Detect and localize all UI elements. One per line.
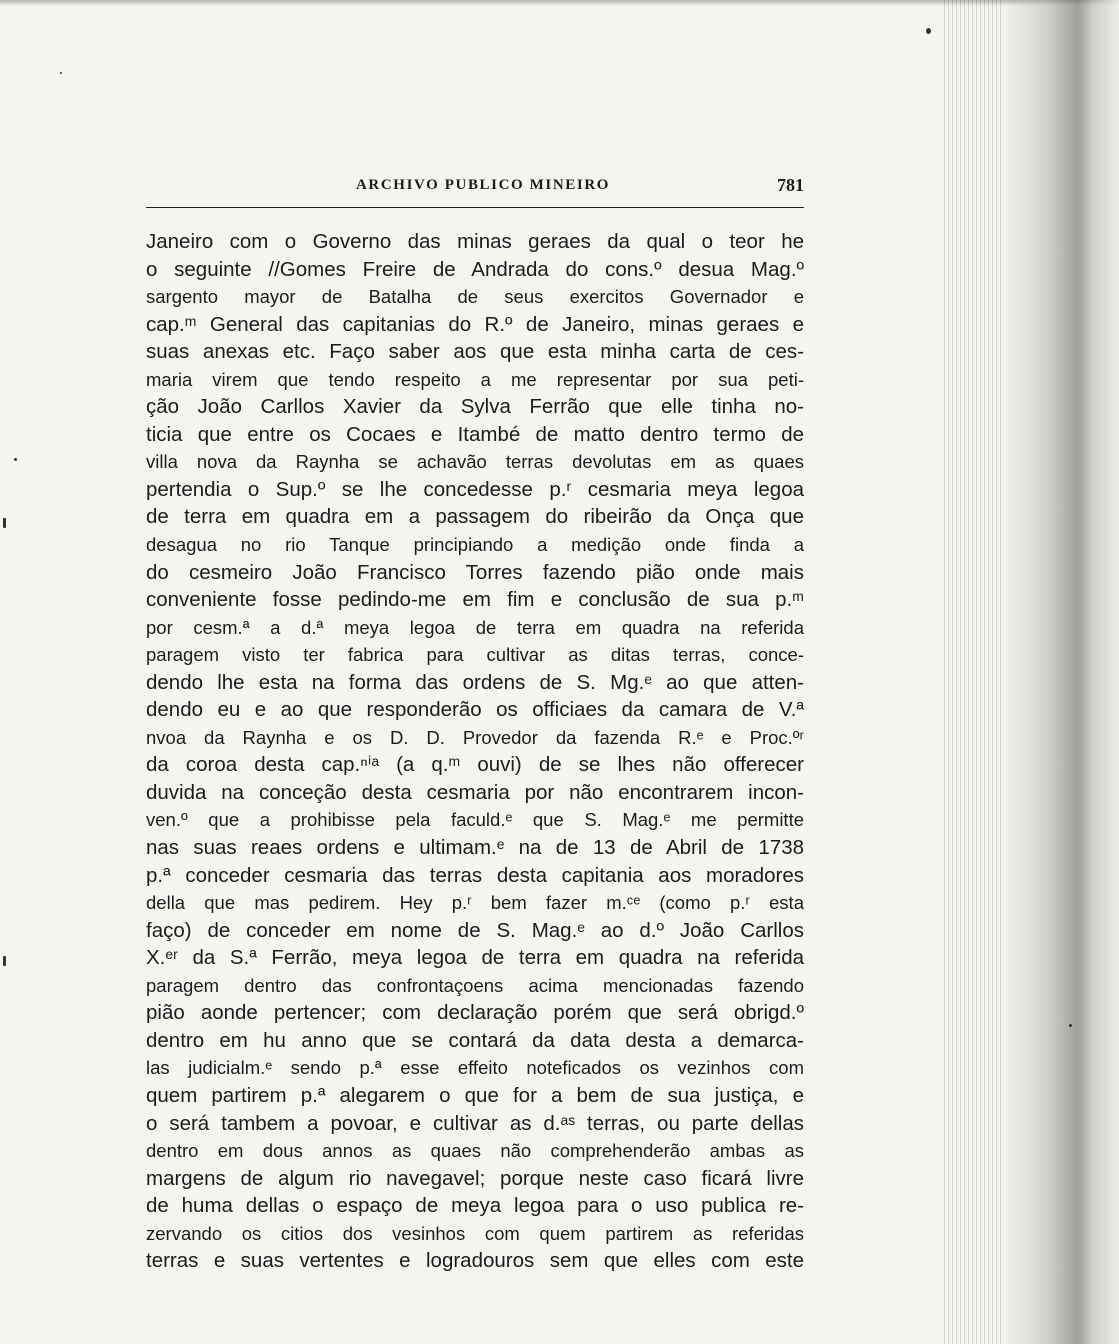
ink-speck [1069, 1024, 1072, 1027]
text-line: duvida na conceção desta cesmaria por não encontrarem incon- [146, 780, 804, 804]
text-line: desagua no rio Tanque principiando a medição onde finda a [146, 534, 804, 556]
text-line: dentro em dous annos as quaes não comprehenderão ambas as [146, 1140, 804, 1162]
text-line: dendo lhe esta na forma das ordens de S. Mg.ᵉ ao que atten- [146, 670, 804, 694]
text-line: nvoa da Raynha e os D. D. Provedor da fazenda R.ᵉ e Proc.ºʳ [146, 726, 804, 748]
text-line: pertendia o Sup.º se lhe concedesse p.ʳ cesmaria meya legoa [146, 477, 804, 501]
book-spine-shadow [934, 0, 1119, 1344]
text-line: Janeiro com o Governo das minas geraes da qual o teor he [146, 230, 804, 253]
text-line: ven.º que a prohibisse pela faculd.ᵉ que S. Mag.ᵉ me permitte [146, 809, 804, 831]
text-line: ção João Carllos Xavier da Sylva Ferrão que elle tinha no- [146, 395, 804, 419]
text-line: de terra em quadra em a passagem do ribeirão da Onça que [146, 505, 804, 529]
text-line: nas suas reaes ordens e ultimam.ᵉ na de 13 de Abril de 1738 [146, 836, 804, 860]
text-line: de huma dellas o espaço de meya legoa para o uso publica re- [146, 1194, 804, 1218]
text-line: p.ª conceder cesmaria das terras desta capitania aos moradores [146, 863, 804, 887]
text-line: quem partirem p.ª alegarem o que for a bem de sua justiça, e [146, 1083, 804, 1107]
text-line: conveniente fosse pedindo-me em fim e conclusão de sua p.ᵐ [146, 588, 804, 612]
ink-speck [3, 518, 6, 528]
text-line: paragem visto ter fabrica para cultivar as ditas terras, conce- [146, 644, 804, 666]
text-line: faço) de conceder em nome de S. Mag.ᵉ ao d.º João Carllos [146, 918, 804, 942]
text-line: por cesm.ª a d.ª meya legoa de terra em quadra na referida [146, 616, 804, 638]
text-line: dendo eu e ao que responderão os officiaes da camara de V.ª [146, 698, 804, 722]
text-line: suas anexas etc. Faço saber aos que esta minha carta de ces- [146, 340, 804, 364]
text-line: paragem dentro das confrontaçoens acima mencionadas fazendo [146, 974, 804, 996]
ink-speck [14, 458, 17, 461]
text-line: margens de algum rio navegavel; porque neste caso ficará livre [146, 1166, 804, 1190]
text-line: cap.ᵐ General das capitanias do R.º de Janeiro, minas geraes e [146, 312, 804, 336]
text-line: sargento mayor de Batalha de seus exercitos Governador e [146, 286, 804, 308]
text-line: ticia que entre os Cocaes e Itambé de matto dentro termo de [146, 422, 804, 446]
text-line: do cesmeiro João Francisco Torres fazendo pião onde mais [146, 560, 804, 584]
body-text [146, 228, 804, 1275]
text-line: o seguinte //Gomes Freire de Andrada do cons.º desua Mag.º [146, 257, 804, 281]
text-line: X.ᵉʳ da S.ª Ferrão, meya legoa de terra em quadra na referida [146, 946, 804, 970]
page-number: 781 [777, 175, 804, 195]
text-line: dentro em hu anno que se contará da data desta a demarca- [146, 1028, 804, 1052]
text-line: villa nova da Raynha se achavão terras devolutas em as quaes [146, 451, 804, 473]
ink-speck [60, 72, 62, 74]
ink-speck [926, 28, 931, 34]
text-line: della que mas pedirem. Hey p.ʳ bem fazer m.ᶜᵉ (como p.ʳ esta [146, 892, 804, 914]
running-header [146, 175, 804, 199]
text-line: las judicialm.ᵉ sendo p.ª esse effeito noteficados os vezinhos com [146, 1057, 804, 1079]
running-title: ARCHIVO PUBLICO MINEIRO [356, 177, 611, 193]
ink-speck [3, 956, 6, 966]
header-rule [146, 207, 804, 208]
text-line: o será tambem a povoar, e cultivar as d.ᵃˢ terras, ou parte dellas [146, 1111, 804, 1135]
text-line: terras e suas vertentes e logradouros sem que elles com este [146, 1249, 804, 1273]
text-line: zervando os citios dos vesinhos com quem partirem as referidas [146, 1222, 804, 1244]
text-line: pião aonde pertencer; com declaração porém que será obrigd.º [146, 1001, 804, 1025]
text-line: da coroa desta cap.ⁿⁱᵃ (a q.ᵐ ouvi) de se lhes não offerecer [146, 753, 804, 777]
text-line: maria virem que tendo respeito a me representar por sua peti- [146, 368, 804, 390]
